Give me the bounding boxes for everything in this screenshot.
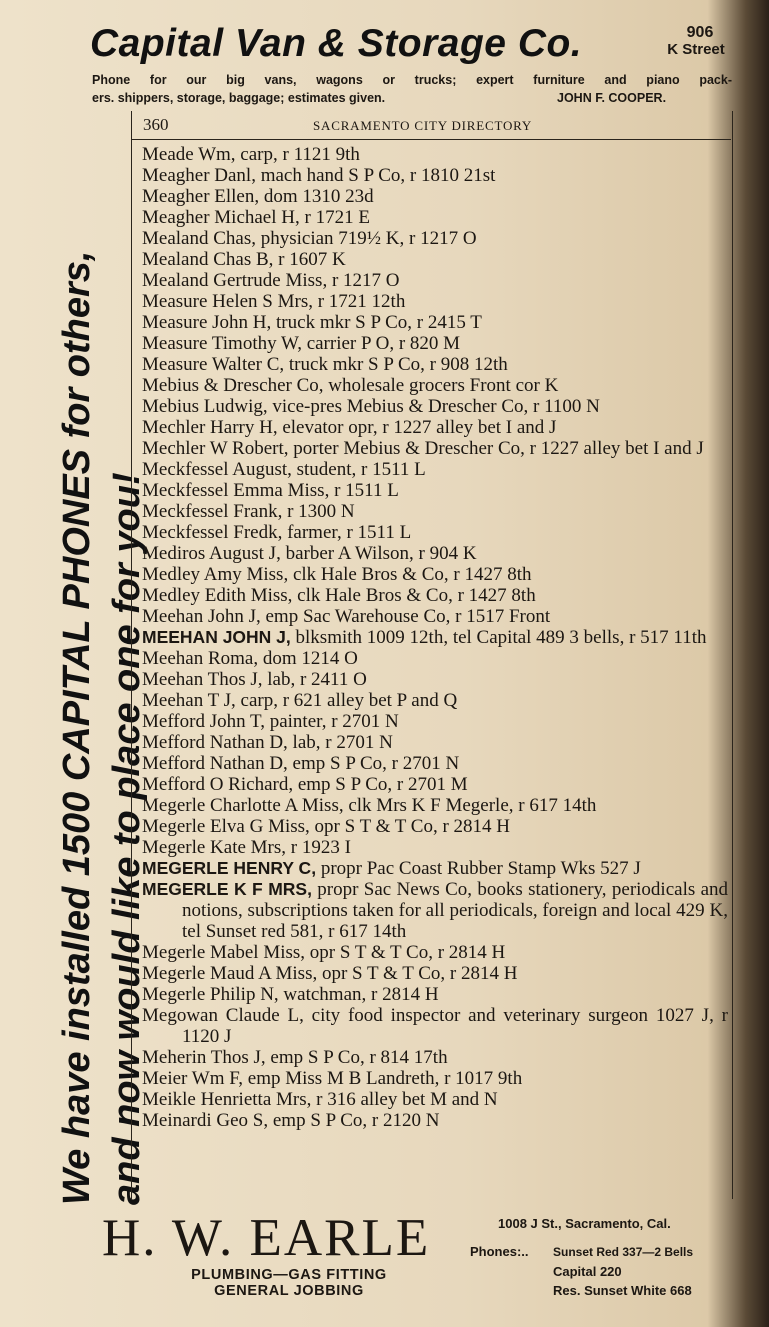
entry-text: Measure Walter C, truck mkr S P Co, r 908 12th <box>142 354 508 375</box>
entry-text: Measure John H, truck mkr S P Co, r 2415 T <box>142 312 482 333</box>
directory-entry <box>142 753 728 774</box>
entry-text: Measure Helen S Mrs, r 1721 12th <box>142 291 406 312</box>
directory-entry <box>142 732 728 753</box>
directory-entry <box>142 1068 728 1089</box>
directory-entry <box>142 333 728 354</box>
directory-entry <box>142 312 728 333</box>
directory-entry <box>142 417 728 438</box>
entry-text: Megerle Maud A Miss, opr S T & T Co, r 2814 H <box>142 963 518 984</box>
page-header <box>131 112 731 140</box>
entry-text: Meherin Thos J, emp S P Co, r 814 17th <box>142 1047 448 1068</box>
trade-line-2: GENERAL JOBBING <box>214 1283 364 1299</box>
entry-text: Meikle Henrietta Mrs, r 316 alley bet M and N <box>142 1089 498 1110</box>
entry-text: Mealand Chas, physician 719½ K, r 1217 O <box>142 228 477 249</box>
directory-entry <box>142 207 728 228</box>
entry-text: Medley Amy Miss, clk Hale Bros & Co, r 1427 8th <box>142 564 532 585</box>
phone-line-1: Sunset Red 337—2 Bells <box>553 1245 694 1259</box>
directory-entry <box>142 837 728 858</box>
directory-entry <box>142 942 728 963</box>
directory-entry <box>142 228 728 249</box>
entry-text: Meckfessel August, student, r 1511 L <box>142 459 426 480</box>
entry-text: Megerle Mabel Miss, opr S T & T Co, r 2814 H <box>142 942 506 963</box>
directory-entry <box>142 291 728 312</box>
side-ad-line-1: We have installed 1500 CAPITAL PHONES for others, <box>56 250 98 1205</box>
directory-entries <box>142 144 728 1131</box>
entry-text: Meinardi Geo S, emp S P Co, r 2120 N <box>142 1110 440 1131</box>
street-name: K Street <box>667 41 725 58</box>
entry-text: Meagher Ellen, dom 1310 23d <box>142 186 374 207</box>
directory-entry <box>142 963 728 984</box>
directory-entry <box>142 858 728 879</box>
phone-line-3: Res. Sunset White 668 <box>553 1283 692 1298</box>
directory-entry <box>142 249 728 270</box>
ad-owner-name: JOHN F. COOPER. <box>557 91 667 105</box>
entry-text: Megerle Kate Mrs, r 1923 I <box>142 837 351 858</box>
directory-entry <box>142 354 728 375</box>
entry-text: Mefford O Richard, emp S P Co, r 2701 M <box>142 774 468 795</box>
advertiser-trade <box>164 1267 414 1299</box>
directory-entry <box>142 1089 728 1110</box>
entry-text: propr Sac News Co, books stationery, periodicals and notions, subscriptions taken for all periodicals, foreign and local 429 K, tel Sunset red 581, r 617 14th <box>182 879 729 942</box>
entry-text: propr Pac Coast Rubber Stamp Wks 527 J <box>316 858 641 879</box>
entry-text: Megerle Charlotte A Miss, clk Mrs K F Megerle, r 617 14th <box>142 795 597 816</box>
advertiser-phones <box>470 1242 693 1300</box>
ad-text-line-1: Phone for our big vans, wagons or trucks; expert furniture and piano pack- <box>92 73 732 87</box>
directory-entry <box>142 522 728 543</box>
entry-text: Mefford John T, painter, r 2701 N <box>142 711 399 732</box>
entry-text: Mechler W Robert, porter Mebius & Drescher Co, r 1227 alley bet I and J <box>142 438 704 459</box>
entry-text: Meehan T J, carp, r 621 alley bet P and Q <box>142 690 458 711</box>
entry-text: Mebius & Drescher Co, wholesale grocers Front cor K <box>142 375 559 396</box>
directory-entry <box>142 144 728 165</box>
directory-entry <box>142 1005 728 1047</box>
entry-text: Meckfessel Frank, r 1300 N <box>142 501 355 522</box>
directory-entry <box>142 627 728 648</box>
entry-text: Meade Wm, carp, r 1121 9th <box>142 144 360 165</box>
entry-text: Meagher Michael H, r 1721 E <box>142 207 370 228</box>
entry-bold-name: MEGERLE HENRY C, <box>142 858 317 878</box>
entry-text: Meehan Roma, dom 1214 O <box>142 648 358 669</box>
directory-entry <box>142 543 728 564</box>
entry-text: Meehan John J, emp Sac Warehouse Co, r 1517 Front <box>142 606 551 627</box>
directory-entry <box>142 270 728 291</box>
directory-entry <box>142 438 728 459</box>
entry-text: Measure Timothy W, carrier P O, r 820 M <box>142 333 461 354</box>
directory-entry <box>142 984 728 1005</box>
directory-entry <box>142 690 728 711</box>
entry-text: blksmith 1009 12th, tel Capital 489 3 bells, r 517 11th <box>290 627 707 648</box>
page-number: 360 <box>143 115 169 134</box>
entry-text: Mealand Chas B, r 1607 K <box>142 249 346 270</box>
directory-entry <box>142 816 728 837</box>
entry-text: Megowan Claude L, city food inspector and veterinary surgeon 1027 J, r 1120 J <box>142 1005 728 1047</box>
street-number: 906 <box>686 24 714 41</box>
directory-entry <box>142 375 728 396</box>
directory-entry <box>142 774 728 795</box>
entry-text: Megerle Philip N, watchman, r 2814 H <box>142 984 439 1005</box>
entry-text: Meier Wm F, emp Miss M B Landreth, r 1017 9th <box>142 1068 523 1089</box>
entry-text: Mebius Ludwig, vice-pres Mebius & Drescher Co, r 1100 N <box>142 396 600 417</box>
directory-entry <box>142 396 728 417</box>
entry-text: Mechler Harry H, elevator opr, r 1227 alley bet I and J <box>142 417 557 438</box>
trade-line-1: PLUMBING—GAS FITTING <box>191 1267 387 1283</box>
directory-entry <box>142 459 728 480</box>
ad-text-line-2 <box>92 91 732 105</box>
advertiser-address: 1008 J St., Sacramento, Cal. <box>498 1216 671 1231</box>
entry-text: Meagher Danl, mach hand S P Co, r 1810 21st <box>142 165 496 186</box>
side-ad-line-2: and now would like to place one for you! <box>106 472 148 1205</box>
directory-entry <box>142 480 728 501</box>
entry-text: Megerle Elva G Miss, opr S T & T Co, r 2814 H <box>142 816 511 837</box>
company-address <box>667 24 730 58</box>
entry-text: Meehan Thos J, lab, r 2411 O <box>142 669 367 690</box>
directory-entry <box>142 648 728 669</box>
directory-entry <box>142 186 728 207</box>
directory-title: SACRAMENTO CITY DIRECTORY <box>313 118 533 133</box>
directory-entry <box>142 564 728 585</box>
directory-entry <box>142 711 728 732</box>
directory-entry <box>142 1110 728 1131</box>
entry-text: Mefford Nathan D, lab, r 2701 N <box>142 732 393 753</box>
entry-text: Medley Edith Miss, clk Hale Bros & Co, r 1427 8th <box>142 585 536 606</box>
company-name: Capital Van & Storage Co. <box>90 22 583 65</box>
directory-entry <box>142 585 728 606</box>
directory-entry <box>142 606 728 627</box>
phone-line-2: Capital 220 <box>553 1264 622 1279</box>
entry-text: Meckfessel Fredk, farmer, r 1511 L <box>142 522 412 543</box>
entry-text: Mefford Nathan D, emp S P Co, r 2701 N <box>142 753 460 774</box>
entry-bold-name: MEEHAN JOHN J, <box>142 627 291 647</box>
entry-bold-name: MEGERLE K F MRS, <box>142 879 312 899</box>
directory-entry <box>142 879 728 942</box>
directory-entry <box>142 501 728 522</box>
bottom-advertisement <box>0 1200 769 1327</box>
directory-entry <box>142 1047 728 1068</box>
entry-text: Mediros August J, barber A Wilson, r 904 K <box>142 543 477 564</box>
directory-entry <box>142 795 728 816</box>
entry-text: Mealand Gertrude Miss, r 1217 O <box>142 270 400 291</box>
phones-label: Phones:.. <box>470 1244 529 1259</box>
entry-text: Meckfessel Emma Miss, r 1511 L <box>142 480 399 501</box>
directory-entry <box>142 669 728 690</box>
top-advertisement <box>0 0 769 112</box>
advertiser-name: H. W. EARLE <box>102 1209 431 1267</box>
directory-entry <box>142 165 728 186</box>
ad-text-services: ers. shippers, storage, baggage; estimates given. <box>92 91 386 105</box>
